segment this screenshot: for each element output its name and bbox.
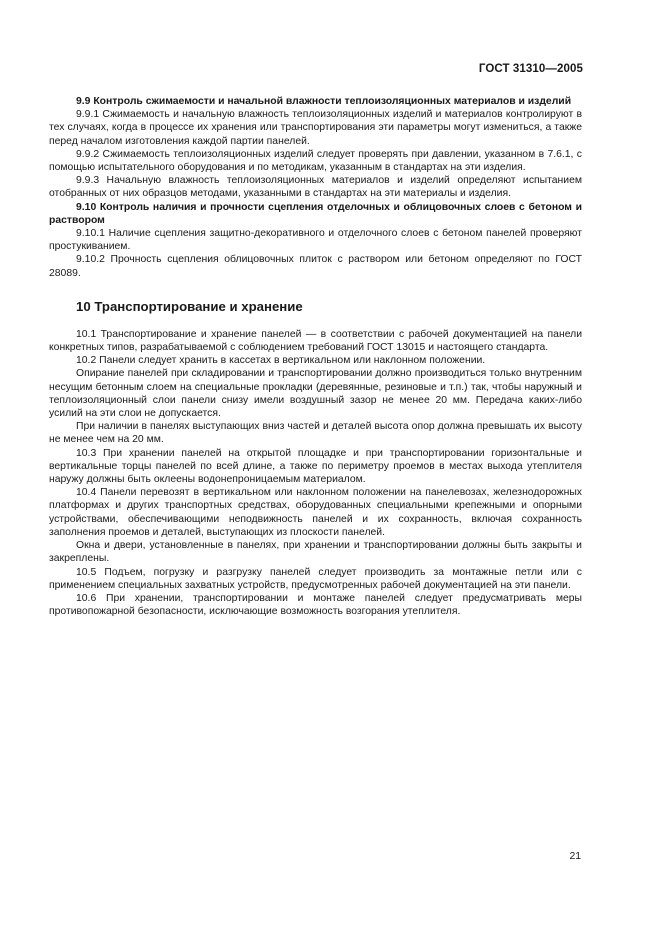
document-id-header: ГОСТ 31310—2005 [478, 63, 583, 75]
paragraph-9-9-1: 9.9.1 Сжимаемость и начальную влажность теплоизоляционных изделий и материалов контролируют в тех случаях, когда в процессе их хранения или транспортирования эти параметры могут измениться, а также перед началом изготовления каждой партии панелей. [49, 109, 582, 147]
paragraph-9-10-1: 9.10.1 Наличие сцепления защитно-декоративного и отделочного слоев с бетоном панелей проверяют простукиванием. [49, 228, 582, 253]
section-10-title: 10 Транспортирование и хранение [76, 298, 303, 314]
page-number: 21 [569, 851, 581, 862]
paragraph-10-2-height: При наличии в панелях выступающих вниз частей и деталей высота опор должна превышать их высоту не менее чем на 20 мм. [49, 421, 582, 446]
paragraph-10-5: 10.5 Подъем, погрузку и разгрузку панелей следует производить за монтажные петли или с применением специальных захватных устройств, предусмотренных рабочей документацией на эти панели. [49, 566, 582, 591]
paragraph-10-3: 10.3 При хранении панелей на открытой площадке и при транспортировании горизонтальные и вертикальные торцы панелей по всей длине, а также по периметру проемов в местах выхода утеплителя наружу должны быть оклеены водонепроницаемым материалом. [49, 447, 582, 486]
paragraph-10-6: 10.6 При хранении, транспортировании и монтаже панелей следует предусматривать меры противопожарной безопасности, исключающие возможность возгорания утеплителя. [49, 592, 582, 618]
paragraph-10-4-windows: Окна и двери, установленные в панелях, при хранении и транспортировании должны быть закрыты и закреплены. [49, 540, 582, 565]
paragraph-9-9-2: 9.9.2 Сжимаемость теплоизоляционных изделий следует проверять при давлении, указанном в 7.6.1, с помощью испытательного оборудования и по методикам, указанным в стандартах на эти изделия. [49, 148, 582, 174]
paragraph-10-4: 10.4 Панели перевозят в вертикальном или наклонном положении на панелевозах, железнодорожных платформах и других транспортных средствах, оборудованных специальными крепежными и опорными устройствами, обеспечивающими неподвижность панелей и их сохранность, включая сохранность заполнения проемов и деталей, выступающих из плоскости панелей. [49, 487, 582, 538]
subsection-9-9-title: 9.9 Контроль сжимаемости и начальной влажности теплоизоляционных материалов и изделий [76, 96, 572, 107]
document-body [49, 95, 582, 618]
paragraph-9-10-2: 9.10.2 Прочность сцепления облицовочных плиток с раствором или бетоном определяют по ГОСТ 28089. [49, 254, 582, 279]
paragraph-10-2-support: Опирание панелей при складировании и транспортировании должно производиться только внутренним несущим бетонным слоем на специальные прокладки (деревянные, резиновые и т.п.) так, чтобы наружный и теплоизоляционный слои панели снизу имели воздушный зазор не менее 20 мм. Передача каких-либо усилий на эти слои не допускается. [49, 368, 582, 420]
paragraph-10-2: 10.2 Панели следует хранить в кассетах в вертикальном или наклонном положении. [76, 355, 486, 367]
paragraph-10-1: 10.1 Транспортирование и хранение панелей — в соответствии с рабочей документацией на панели конкретных типов, разрабатываемой с соблюдением требований ГОСТ 13015 и настоящего стандарта. [49, 328, 582, 354]
subsection-9-10-title: 9.10 Контроль наличия и прочности сцепления отделочных и облицовочных слоев с бетоном и раствором [49, 201, 582, 226]
paragraph-9-9-3: 9.9.3 Начальную влажность теплоизоляционных материалов и изделий определяют испытанием отобранных от них образцов методами, указанными в стандартах на эти материалы и изделия. [49, 175, 582, 200]
